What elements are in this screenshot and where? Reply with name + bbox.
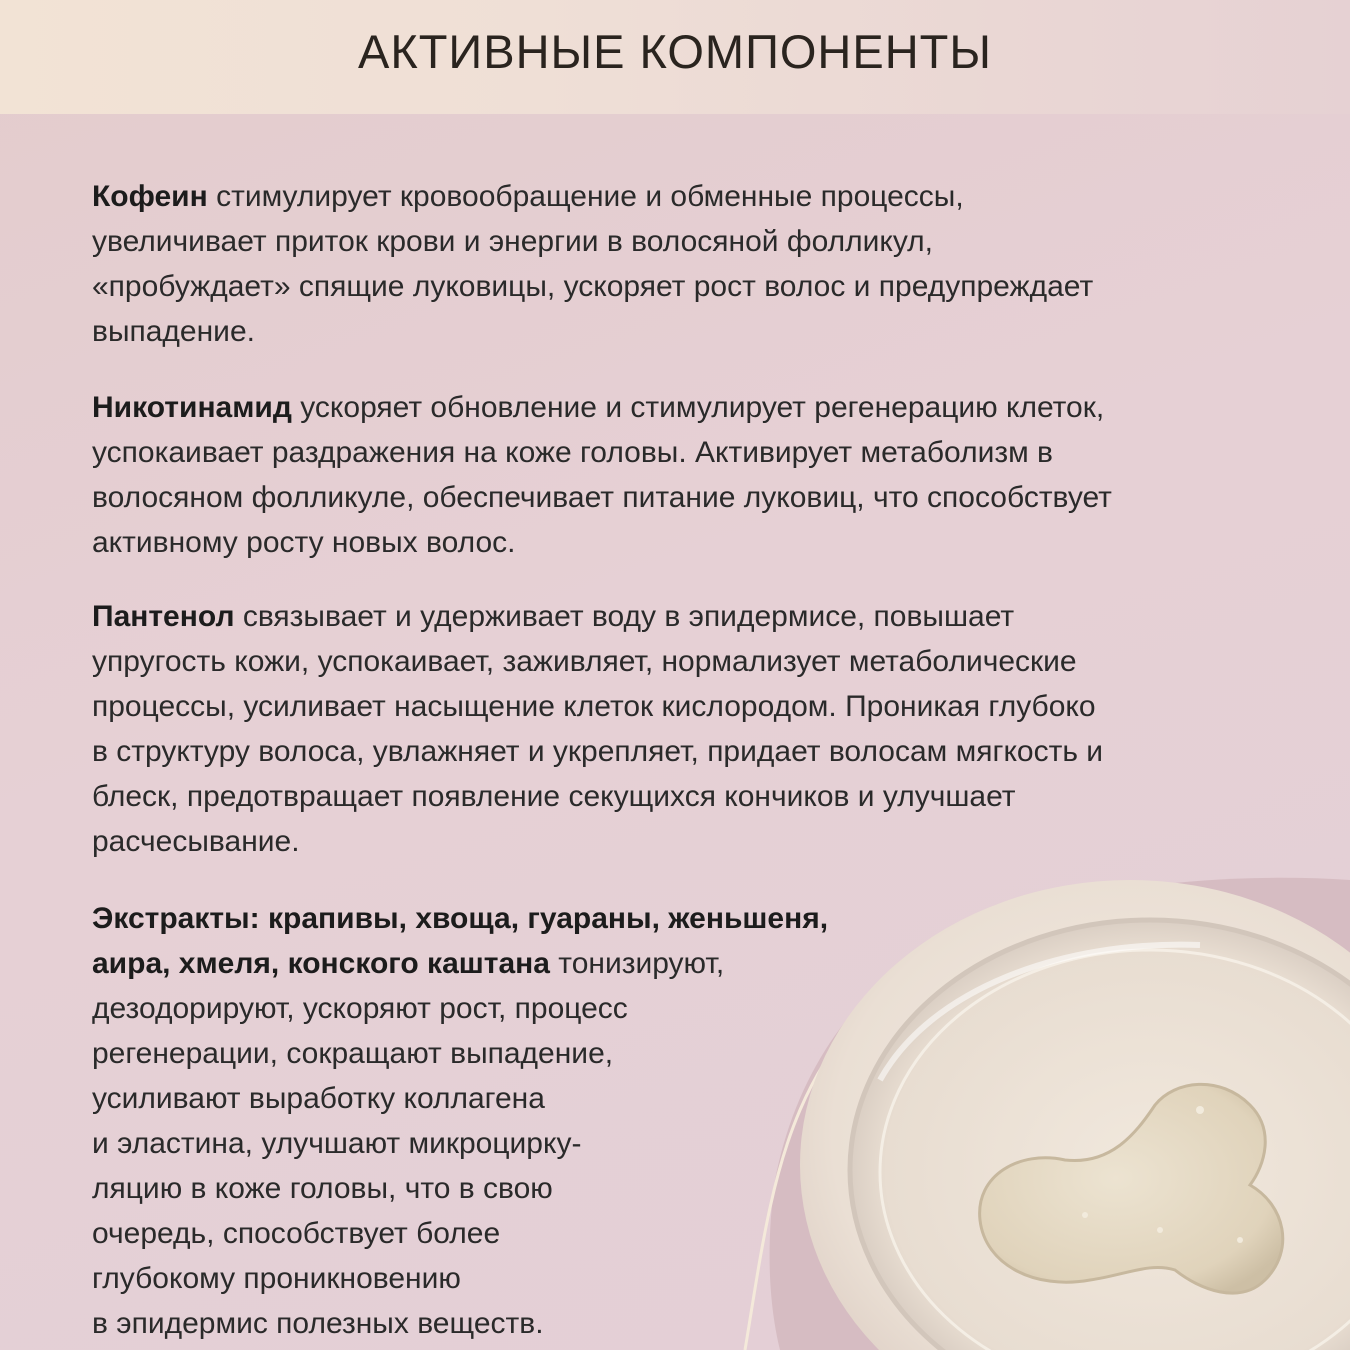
lead-extracts-1: Экстракты: крапивы, хвоща, гуараны, женьшеня, (92, 902, 829, 935)
paragraph-caffeine: Кофеин стимулирует кровообращение и обменные процессы, увеличивает приток крови и энергии в волосяной фолликул, «пробуждает» спящие луковицы, ускоряет рост волос и предупреждает выпадение. (92, 180, 1094, 348)
paragraph-extracts: Экстракты: крапивы, хвоща, гуараны, женьшеня, аира, хмеля, конского каштана тонизируют, дезодорируют, ускоряют рост, процесс регенерации, сокращают выпадение, усиливают выработку коллагена и эластина, улучшают микроцирку- ляцию в коже головы, что в свою очередь, способствует более глубокому проникновению в эпидермис полезных веществ. (92, 902, 829, 1340)
lead-extracts-2: аира, хмеля, конского каштана (92, 947, 550, 980)
paragraph-niacinamide: Никотинамид ускоряет обновление и стимулирует регенерацию клеток, успокаивает раздражения на коже головы. Активирует метаболизм в волосяном фолликуле, обеспечивает питание луковиц, что способствует активному росту новых волос. (92, 391, 1112, 559)
page-title: АКТИВНЫЕ КОМПОНЕНТЫ (358, 25, 992, 78)
lead-niacinamide: Никотинамид (92, 391, 292, 424)
lead-caffeine: Кофеин (92, 180, 208, 213)
paragraph-panthenol: Пантенол связывает и удерживает воду в эпидермисе, повышает упругость кожи, успокаивает, заживляет, нормализует метаболические процессы, усиливает насыщение клеток кислородом. Проникая глубоко в структуру волоса, увлажняет и укрепляет, придает волосам мягкость и блеск, предотвращает появление секущихся кончиков и улучшает расчесывание. (92, 600, 1104, 858)
lead-panthenol: Пантенол (92, 600, 235, 633)
